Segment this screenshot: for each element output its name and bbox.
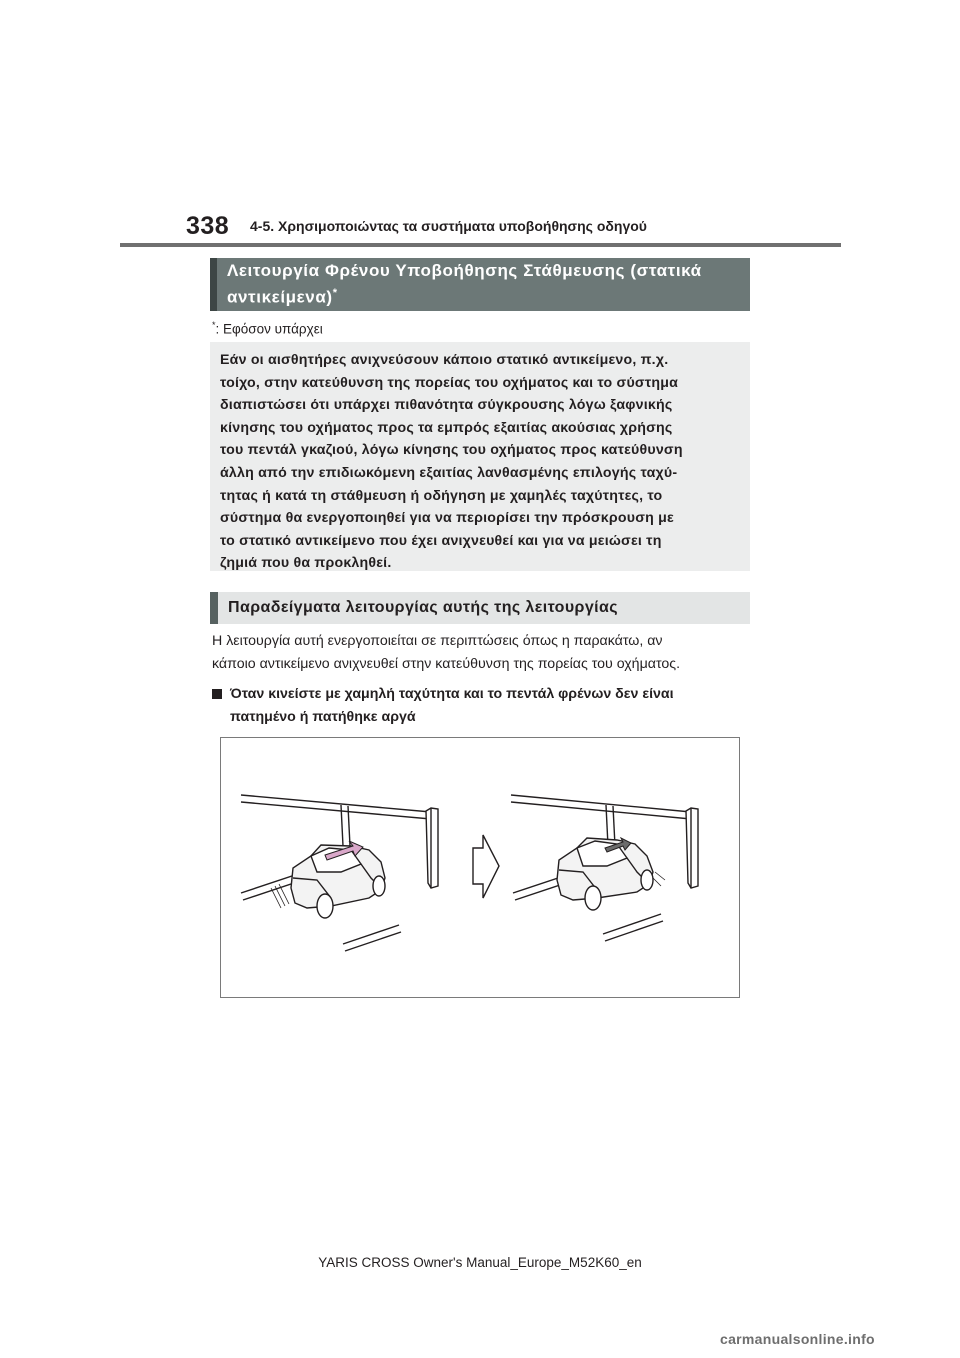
intro-line: τητας ή κατά τη στάθμευση ή οδήγηση με χαμηλές ταχύτητες, το	[220, 487, 663, 504]
intro-line: άλλη από την επιδιωκόμενη εξαιτίας λανθασμένης επιλογής ταχύ-	[220, 464, 678, 481]
square-bullet-icon	[212, 689, 222, 699]
illustration-svg	[221, 738, 741, 999]
intro-line: σύστημα θα ενεργοποιηθεί για να περιορίσει την πρόσκρουση με	[220, 510, 674, 527]
page-footer: YARIS CROSS Owner's Manual_Europe_M52K60_en	[318, 1255, 642, 1270]
intro-line: διαπιστώσει ότι υπάρχει πιθανότητα σύγκρουσης λόγω ξαφνικής	[220, 397, 673, 414]
intro-line: το στατικό αντικείμενο που έχει ανιχνευθεί και για να μειώσει τη	[220, 532, 662, 549]
page-number: 338	[186, 212, 230, 240]
bullet-line: Όταν κινείστε με χαμηλή ταχύτητα και το πεντάλ φρένων δεν είναι	[230, 686, 674, 702]
intro-line: ζημιά που θα προκληθεί.	[220, 555, 392, 572]
intro-line: του πεντάλ γκαζιού, λόγω κίνησης του οχήματος προς κατεύθυνση	[220, 442, 683, 459]
footnote	[212, 320, 323, 337]
intro-line: Εάν οι αισθητήρες ανιχνεύσουν κάποιο στατικό αντικείμενο, π.χ.	[220, 352, 669, 368]
section-title: 4-5. Χρησιμοποιώντας τα συστήματα υποβοήθησης οδηγού	[250, 218, 647, 234]
intro-line: τοίχο, στην κατεύθυνση της πορείας του οχήματος και το σύστημα	[220, 374, 679, 391]
feature-title-banner	[210, 258, 750, 311]
title-accent-bar	[210, 258, 217, 311]
examples-subsection-banner	[210, 592, 750, 624]
transition-arrow	[473, 835, 499, 898]
parking-illustration	[220, 737, 740, 998]
header-divider	[120, 243, 841, 247]
feature-title-text: Λειτουργία Φρένου Υποβοήθησης Στάθμευσης (στατικά αντικείμενα)	[226, 261, 702, 307]
footnote-marker: *	[212, 320, 216, 330]
scene-after	[511, 795, 698, 941]
page-header	[0, 0, 960, 250]
subsection-accent-bar	[210, 592, 218, 624]
subsection-title: Παραδείγματα λειτουργίας αυτής της λειτουργίας	[228, 599, 618, 616]
feature-title	[217, 260, 750, 309]
scene-before	[241, 795, 438, 951]
feature-title-footnote-marker: *	[332, 287, 338, 300]
body-paragraph	[212, 630, 752, 675]
watermark: carmanualsonline.info	[720, 1331, 875, 1347]
bullet-item	[212, 683, 752, 728]
body-line: Η λειτουργία αυτή ενεργοποιείται σε περιπτώσεις όπως η παρακάτω, αν	[212, 633, 663, 649]
footnote-text: : Εφόσον υπάρχει	[215, 321, 323, 337]
intro-description-box	[210, 342, 750, 571]
bullet-line: πατημένο ή πατήθηκε αργά	[230, 708, 416, 725]
body-line: κάποιο αντικείμενο ανιχνευθεί στην κατεύθυνση της πορείας του οχήματος.	[212, 655, 681, 672]
intro-line: κίνησης του οχήματος προς τα εμπρός εξαιτίας ακούσιας χρήσης	[220, 419, 673, 436]
bullet-text	[230, 683, 674, 728]
